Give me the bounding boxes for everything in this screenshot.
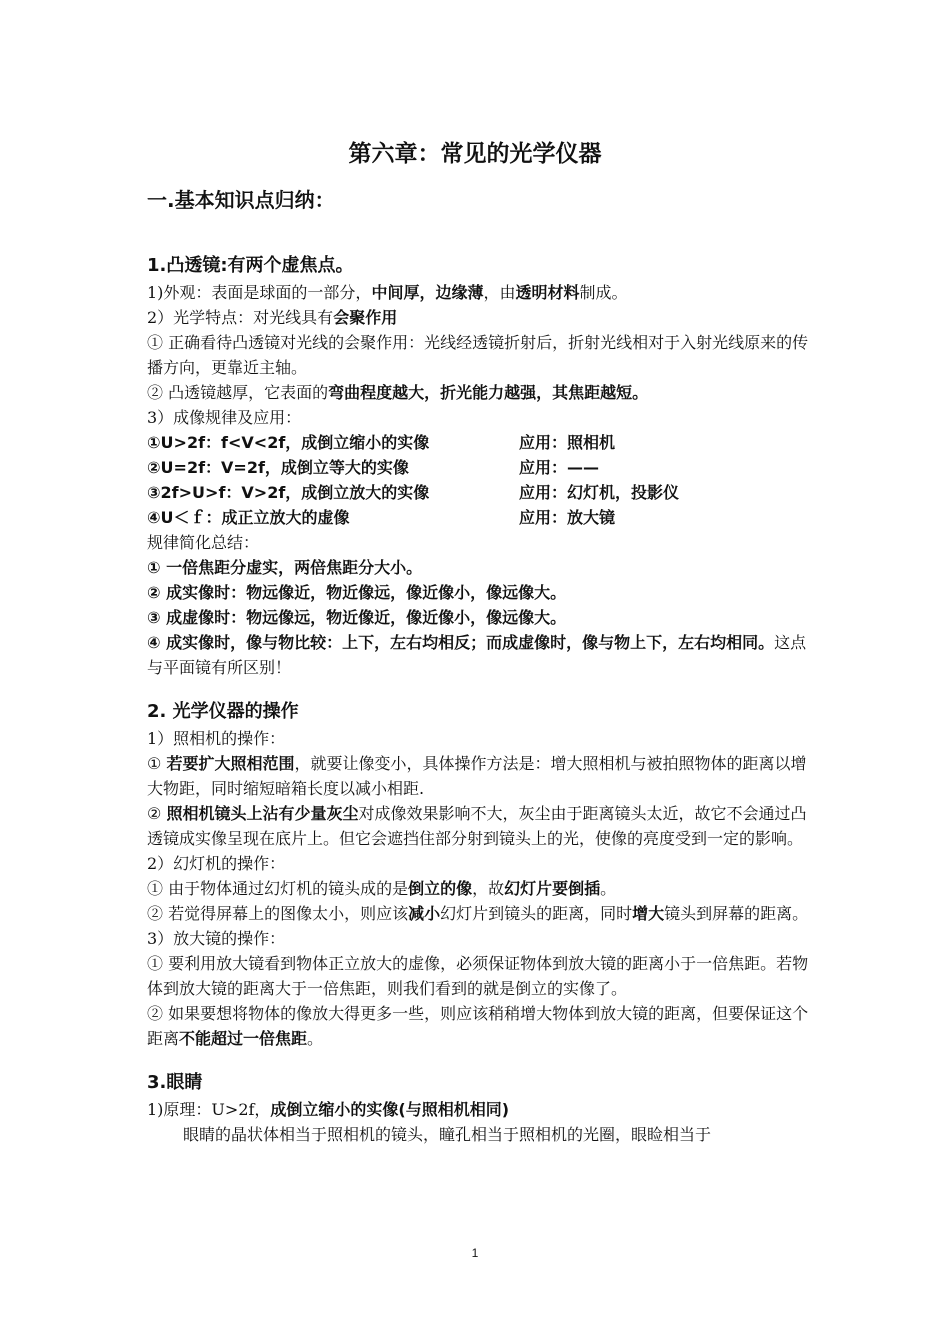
paragraph-camera-range: ① 若要扩大照相范围，就要让像变小，具体操作方法是：增大照相机与被拍照物体的距离以增大物距，同时缩短暗箱长度以减小相距. bbox=[147, 754, 807, 798]
paragraph-eye-principle: 1)原理：U>2f，成倒立缩小的实像(与照相机相同) bbox=[147, 1100, 510, 1119]
paragraph-thickness: ② 凸透镜越厚，它表面的弯曲程度越大，折光能力越强，其焦距越短。 bbox=[147, 383, 649, 402]
page-number: 1 bbox=[471, 1246, 479, 1260]
rule-row: ①U>2f：f<V<2f，成倒立缩小的实像 应用：照相机 bbox=[147, 433, 616, 452]
paragraph-camera-label: 1）照相机的操作： bbox=[147, 729, 286, 748]
paragraph-converging: ① 正确看待凸透镜对光线的会聚作用：光线经透镜折射后，折射光线相对于入射光线原来的传播方向，更靠近主轴。 bbox=[147, 333, 809, 377]
subsection-heading-convex-lens: 1.凸透镜:有两个虚焦点。 bbox=[147, 255, 354, 276]
paragraph-eye-analogy: 眼睛的晶状体相当于照相机的镜头，瞳孔相当于照相机的光圈，眼睑相当于 bbox=[183, 1125, 712, 1144]
page-title: 第六章：常见的光学仪器 bbox=[348, 141, 602, 167]
summary-item: ② 成实像时：物远像近，物近像远，像近像小，像远像大。 bbox=[147, 583, 567, 602]
paragraph-projector-size: ② 若觉得屏幕上的图像太小，则应该减小幻灯片到镜头的距离，同时增大镜头到屏幕的距离。 bbox=[147, 904, 809, 923]
paragraph-imaging-rules: 3）成像规律及应用： bbox=[147, 408, 302, 427]
paragraph-projector-invert: ① 由于物体通过幻灯机的镜头成的是倒立的像，故幻灯片要倒插。 bbox=[147, 879, 617, 898]
paragraph-optical-property: 2）光学特点：对光线具有会聚作用 bbox=[147, 308, 398, 327]
subsection-heading-operation: 2. 光学仪器的操作 bbox=[147, 701, 299, 722]
paragraph-summary-label: 规律简化总结： bbox=[147, 533, 260, 552]
summary-item: ① 一倍焦距分虚实，两倍焦距分大小。 bbox=[147, 558, 423, 577]
document-body bbox=[147, 186, 812, 1147]
rule-row: ③2f>U>f：V>2f，成倒立放大的实像 应用：幻灯机，投影仪 bbox=[147, 483, 680, 502]
paragraph-magnifier-use: ① 要利用放大镜看到物体正立放大的虚像，必须保证物体到放大镜的距离小于一倍焦距。若物体到放大镜的距离大于一倍焦距，则我们看到的就是倒立的实像了。 bbox=[147, 954, 809, 998]
paragraph-magnifier-label: 3）放大镜的操作： bbox=[147, 929, 286, 948]
summary-item: ④ 成实像时，像与物比较：上下，左右均相反；而成虚像时，像与物上下，左右均相同。这点与平面镜有所区别！ bbox=[147, 633, 807, 677]
paragraph-magnifier-enlarge: ② 如果要想将物体的像放大得更多一些，则应该稍稍增大物体到放大镜的距离，但要保证这个距离不能超过一倍焦距。 bbox=[147, 1004, 809, 1048]
section-heading-basics: 一.基本知识点归纳： bbox=[147, 188, 335, 212]
paragraph-camera-dust: ② 照相机镜头上沾有少量灰尘对成像效果影响不大，灰尘由于距离镜头太近，故它不会通过凸透镜成实像呈现在底片上。但它会遮挡住部分射到镜头上的光，使像的亮度受到一定的影响。 bbox=[147, 804, 807, 848]
summary-item: ③ 成虚像时：物远像远，物近像近，像近像小，像远像大。 bbox=[147, 608, 567, 627]
paragraph-appearance: 1)外观：表面是球面的一部分，中间厚，边缘薄，由透明材料制成。 bbox=[147, 283, 628, 302]
paragraph-projector-label: 2）幻灯机的操作： bbox=[147, 854, 286, 873]
rule-row: ④U＜ｆ：成正立放大的虚像 应用：放大镜 bbox=[147, 508, 616, 527]
rule-row: ②U=2f：V=2f，成倒立等大的实像 应用：—— bbox=[147, 458, 600, 477]
subsection-heading-eye: 3.眼睛 bbox=[147, 1072, 203, 1093]
